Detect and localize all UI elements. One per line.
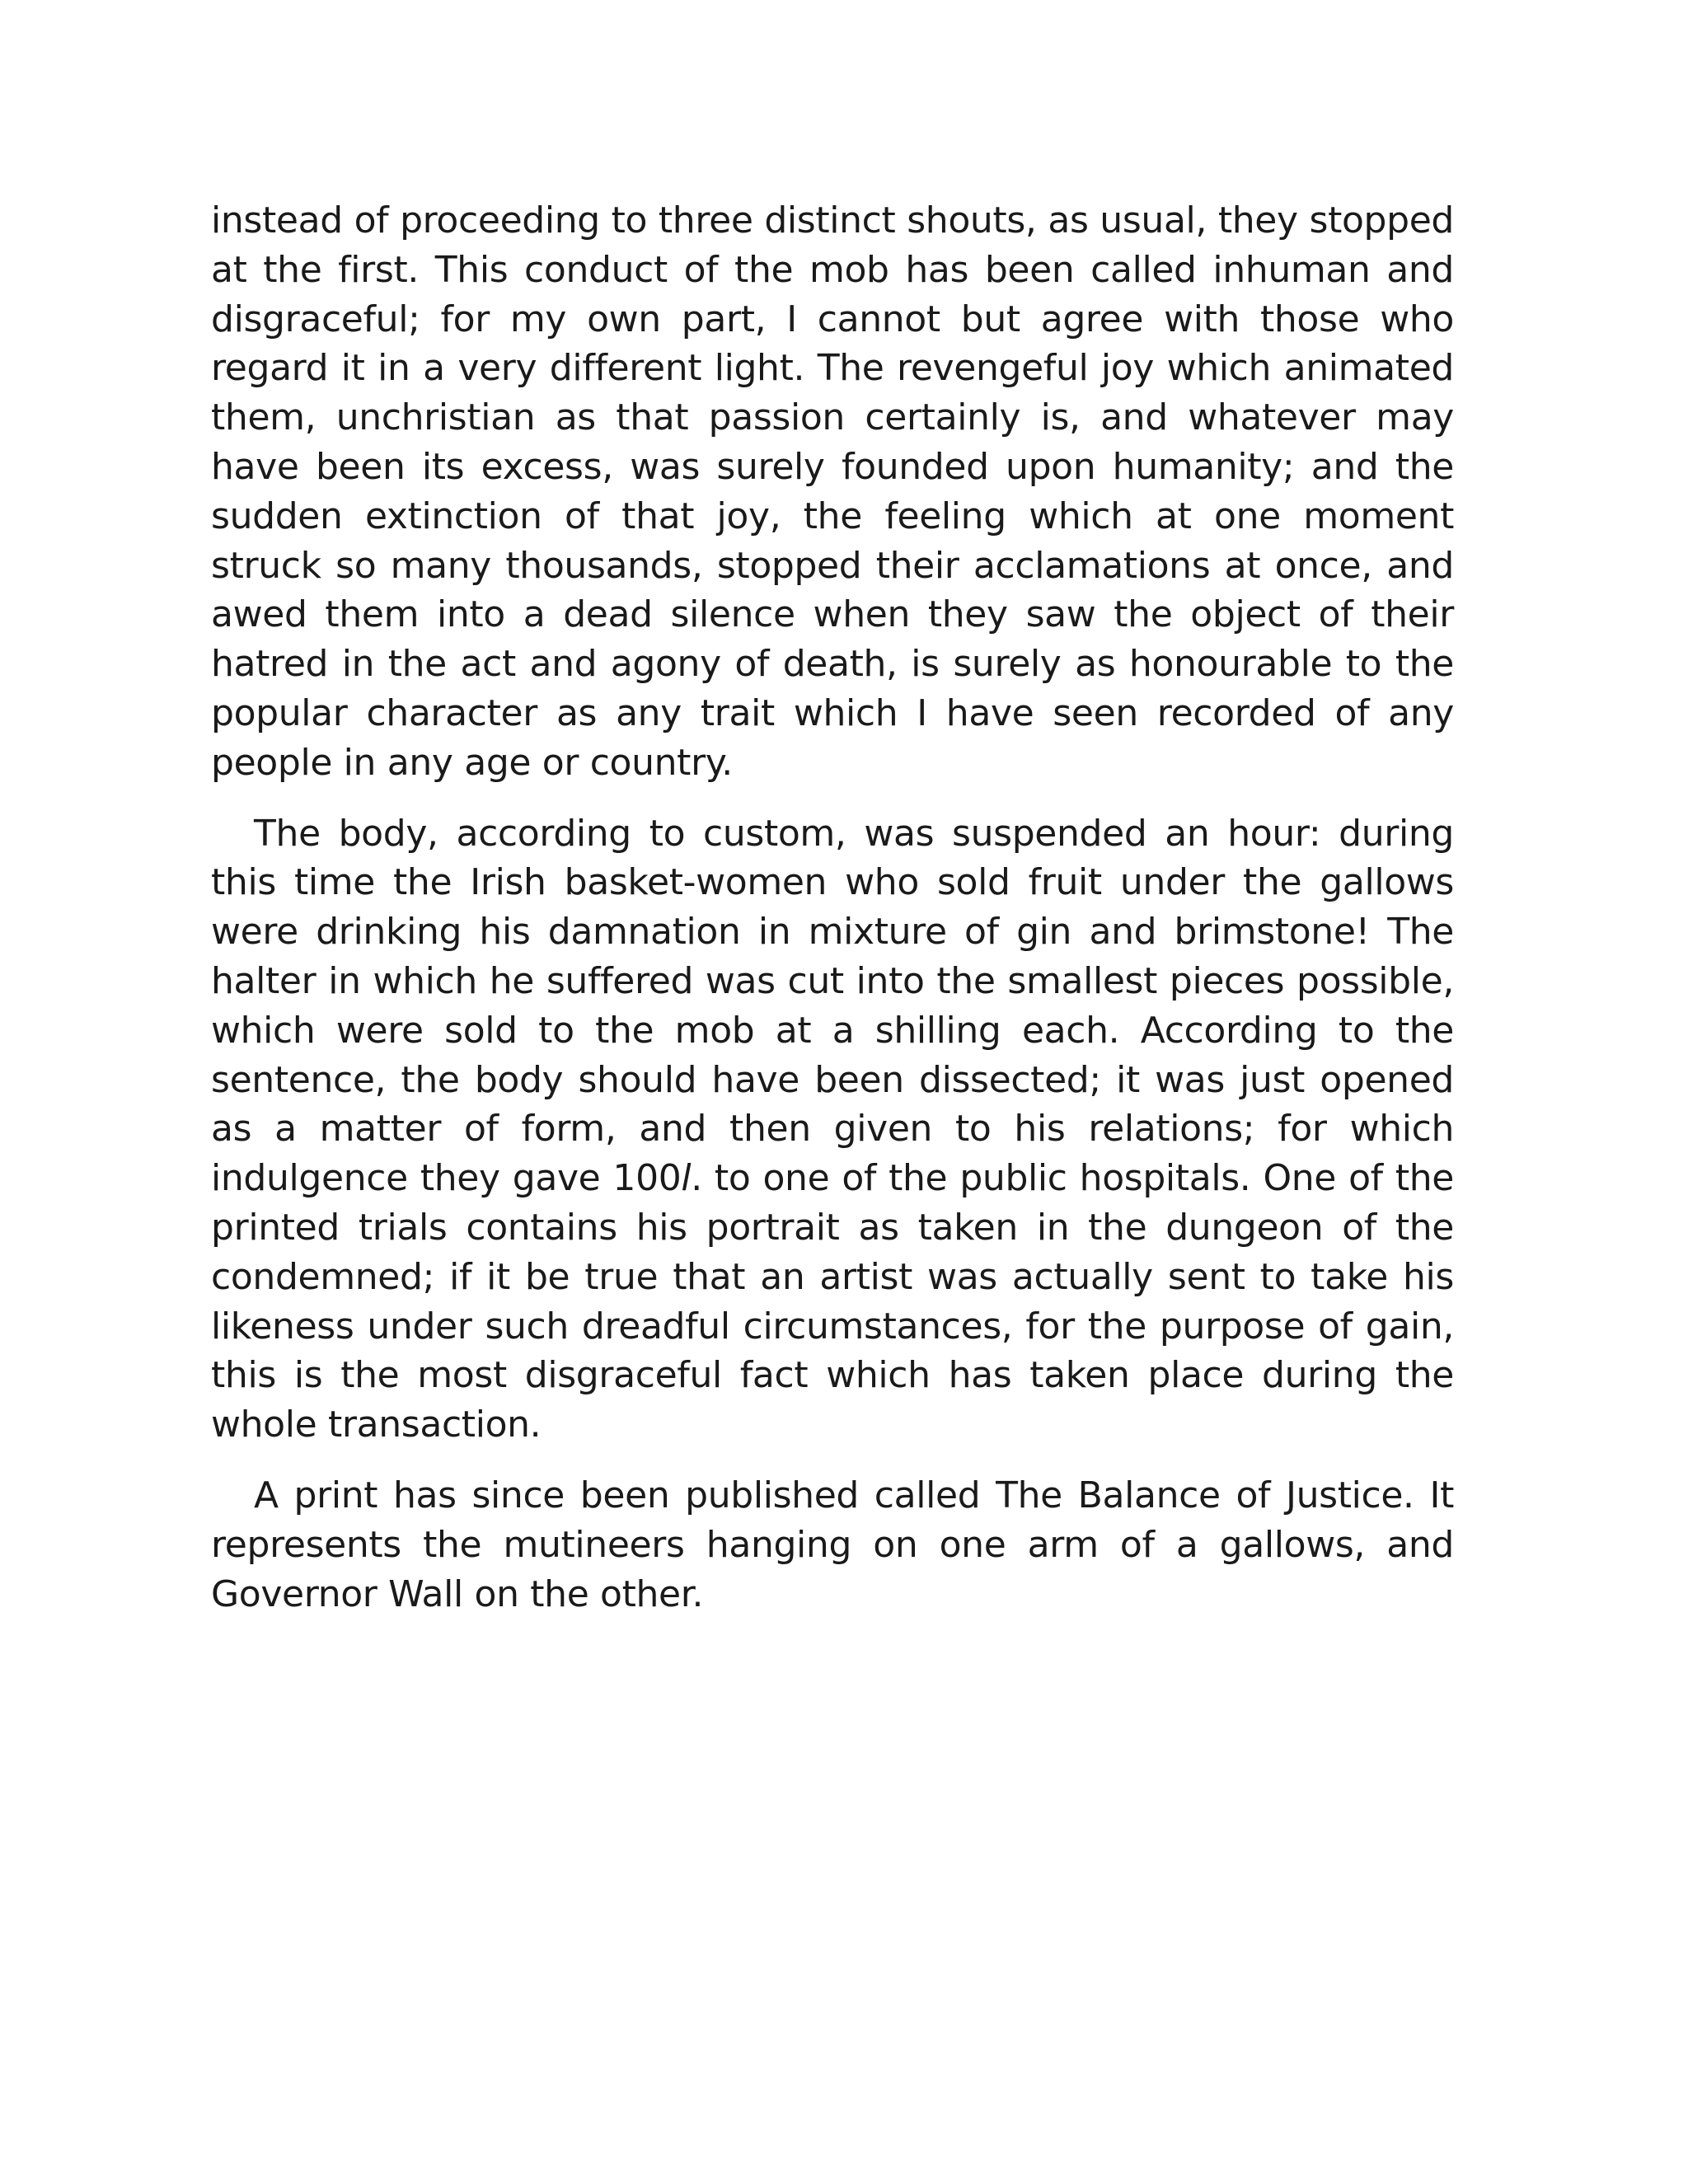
document-page xyxy=(211,196,1454,1640)
paragraph-2-text-after: . to one of the public hospitals. One of the printed trials contains his portrait as taken in the dungeon of the condemned; if it be true that an artist was actually sent to take his likeness under such dreadful circumstances, for the purpose of gain, this is the most disgraceful fact which has taken place during the whole transaction. xyxy=(211,1157,1454,1446)
paragraph-2-text-before: The body, according to custom, was suspended an hour: during this time the Irish basket-women who sold fruit under the gallows were drinking his damnation in mixture of gin and brimstone! The halter in which he suffered was cut into the smallest pieces possible, which were sold to the mob at a shilling each. According to the sentence, the body should have been dissected; it was just opened as a matter of form, and then given to his relations; for which indulgence they gave 100 xyxy=(211,812,1454,1200)
paragraph-1: instead of proceeding to three distinct shouts, as usual, they stopped at the first. This conduct of the mob has been called inhuman and disgraceful; for my own part, I cannot but agree with those who regard it in a very different light. The revengeful joy which animated them, unchristian as that passion certainly is, and whatever may have been its excess, was surely founded upon humanity; and the sudden extinction of that joy, the feeling which at one moment struck so many thousands, stopped their acclamations at once, and awed them into a dead silence when they saw the object of their hatred in the act and agony of death, is surely as honourable to the popular character as any trait which I have seen recorded of any people in any age or country. xyxy=(211,199,1454,784)
pound-unit: l xyxy=(681,1157,692,1200)
paragraph-2 xyxy=(211,809,1454,1450)
paragraph-3: A print has since been published called The Balance of Justice. It represents the mutineers hanging on one arm of a gallows, and Governor Wall on the other. xyxy=(211,1474,1454,1615)
